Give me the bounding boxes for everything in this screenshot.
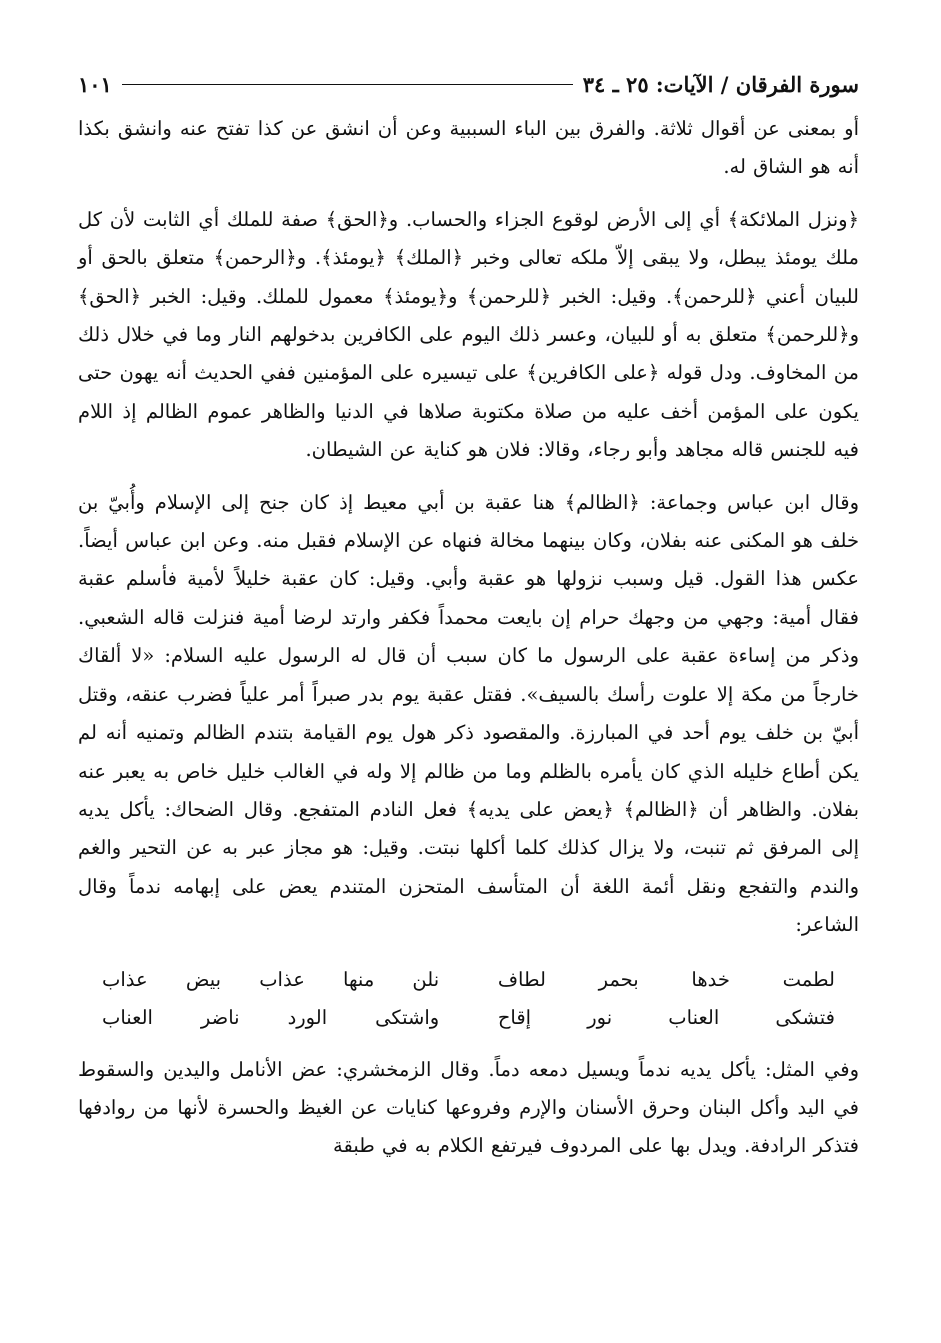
verse-line: [102, 999, 835, 1037]
paragraph-1: أو بمعنى عن أقوال ثلاثة. والفرق بين الباء السببية وعن أن انشق عن كذا تفتح عنه وانشق بكذا أنه هو الشاق له.: [78, 117, 859, 179]
verse-line: [102, 961, 835, 999]
paragraph-4: وفي المثل: يأكل يديه ندماً ويسيل دمعه دماً. وقال الزمخشري: عض الأنامل واليدين والسقوط في اليد وأكل البنان وحرق الأسنان والإرم وفروعها كنايات عن الغيظ والحسرة لأنها من روادفها فتذكر الرادفة. ويدل بها على المردوف فيرتفع الكلام به في طبقة: [78, 1057, 859, 1158]
paragraph-2: ﴿ونزل الملائكة﴾ أي إلى الأرض لوقوع الجزاء والحساب. و﴿الحق﴾ صفة للملك أي الثابت لأن كل ملك يومئذ يبطل، ولا يبقى إلاّ ملكه تعالى وخبر ﴿الملك﴾ ﴿يومئذ﴾. و﴿الرحمن﴾ متعلق بالحق أو للبيان أعني ﴿للرحمن﴾. وقيل: الخبر ﴿للرحمن﴾ و﴿يومئذ﴾ معمول للملك. وقيل: الخبر ﴿الحق﴾ و﴿للرحمن﴾ متعلق به أو للبيان، وعسر ذلك اليوم على الكافرين بدخولهم النار وما في خلال ذلك من المخاوف. ودل قوله ﴿على الكافرين﴾ على تيسيره على المؤمنين ففي الحديث أنه يهون حتى يكون على المؤمن أخف عليه من صلاة مكتوبة صلاها في الدنيا والظاهر عموم الظالم إذ اللام فيه للجنس قاله مجاهد وأبو رجاء، وقالا: فلان هو كناية عن الشيطان.: [78, 207, 859, 462]
running-header: [78, 62, 859, 106]
chapter-title: سورة الفرقان / الآيات: ٢٥ ـ ٣٤: [582, 71, 859, 97]
page-number: ١٠١: [78, 71, 112, 97]
paragraph-3: وقال ابن عباس وجماعة: ﴿الظالم﴾ هنا عقبة بن أبي معيط إذ كان جنح إلى الإسلام وأُبيّ بن خلف هو المكنى عنه بفلان، وكان بينهما مخالة فنهاه عن الإسلام فقبل منه. وعن ابن عباس أيضاً. عكس هذا القول. قيل وسبب نزولها هو عقبة وأبي. وقيل: كان عقبة خليلاً لأمية فأسلم عقبة فقال أمية: وجهي من وجهك حرام إن بايعت محمداً فكفر وارتد لرضا أمية فنزلت قاله الشعبي. وذكر من إساءة عقبة على الرسول ما كان سبب أن قال له الرسول عليه السلام: «لا ألقاك خارجاً من مكة إلا علوت رأسك بالسيف». فقتل عقبة يوم بدر صبراً أمر علياً فضرب عنقه، وقتل أبيّ بن خلف يوم أحد في المبارزة. والمقصود ذكر هول يوم القيامة بتندم الظالم وتمنيه أنه لم يكن أطاع خليله الذي كان يأمره بالظلم وما من ظالم إلا وله في الغالب خليل خاص به يعبر عنه بفلان. والظاهر أن ﴿الظالم﴾ ﴿يعض على يديه﴾ فعل النادم المتفجع. وقال الضحاك: يأكل يديه إلى المرفق ثم تنبت، ولا يزال كذلك كلما أكلها نبتت. وقيل: هو مجاز عبر به عن التحير والغم والندم والتفجع ونقل أئمة اللغة أن المتأسف المتحزن المتندم يعض على إبهامه ندماً وقال الشاعر:: [78, 490, 859, 937]
verse-first-hemistich: لطمت خدها بحمر لطاف: [497, 967, 835, 991]
header-rule: [122, 84, 573, 85]
poetry-verses: [102, 961, 835, 1037]
verse-first-hemistich: فتشكى العناب نور إقاح: [497, 1005, 835, 1029]
verse-second-hemistich: واشتكى الورد ناضر العناب: [102, 1005, 440, 1029]
verse-second-hemistich: نلن منها عذاب بيض عذاب: [102, 967, 440, 991]
